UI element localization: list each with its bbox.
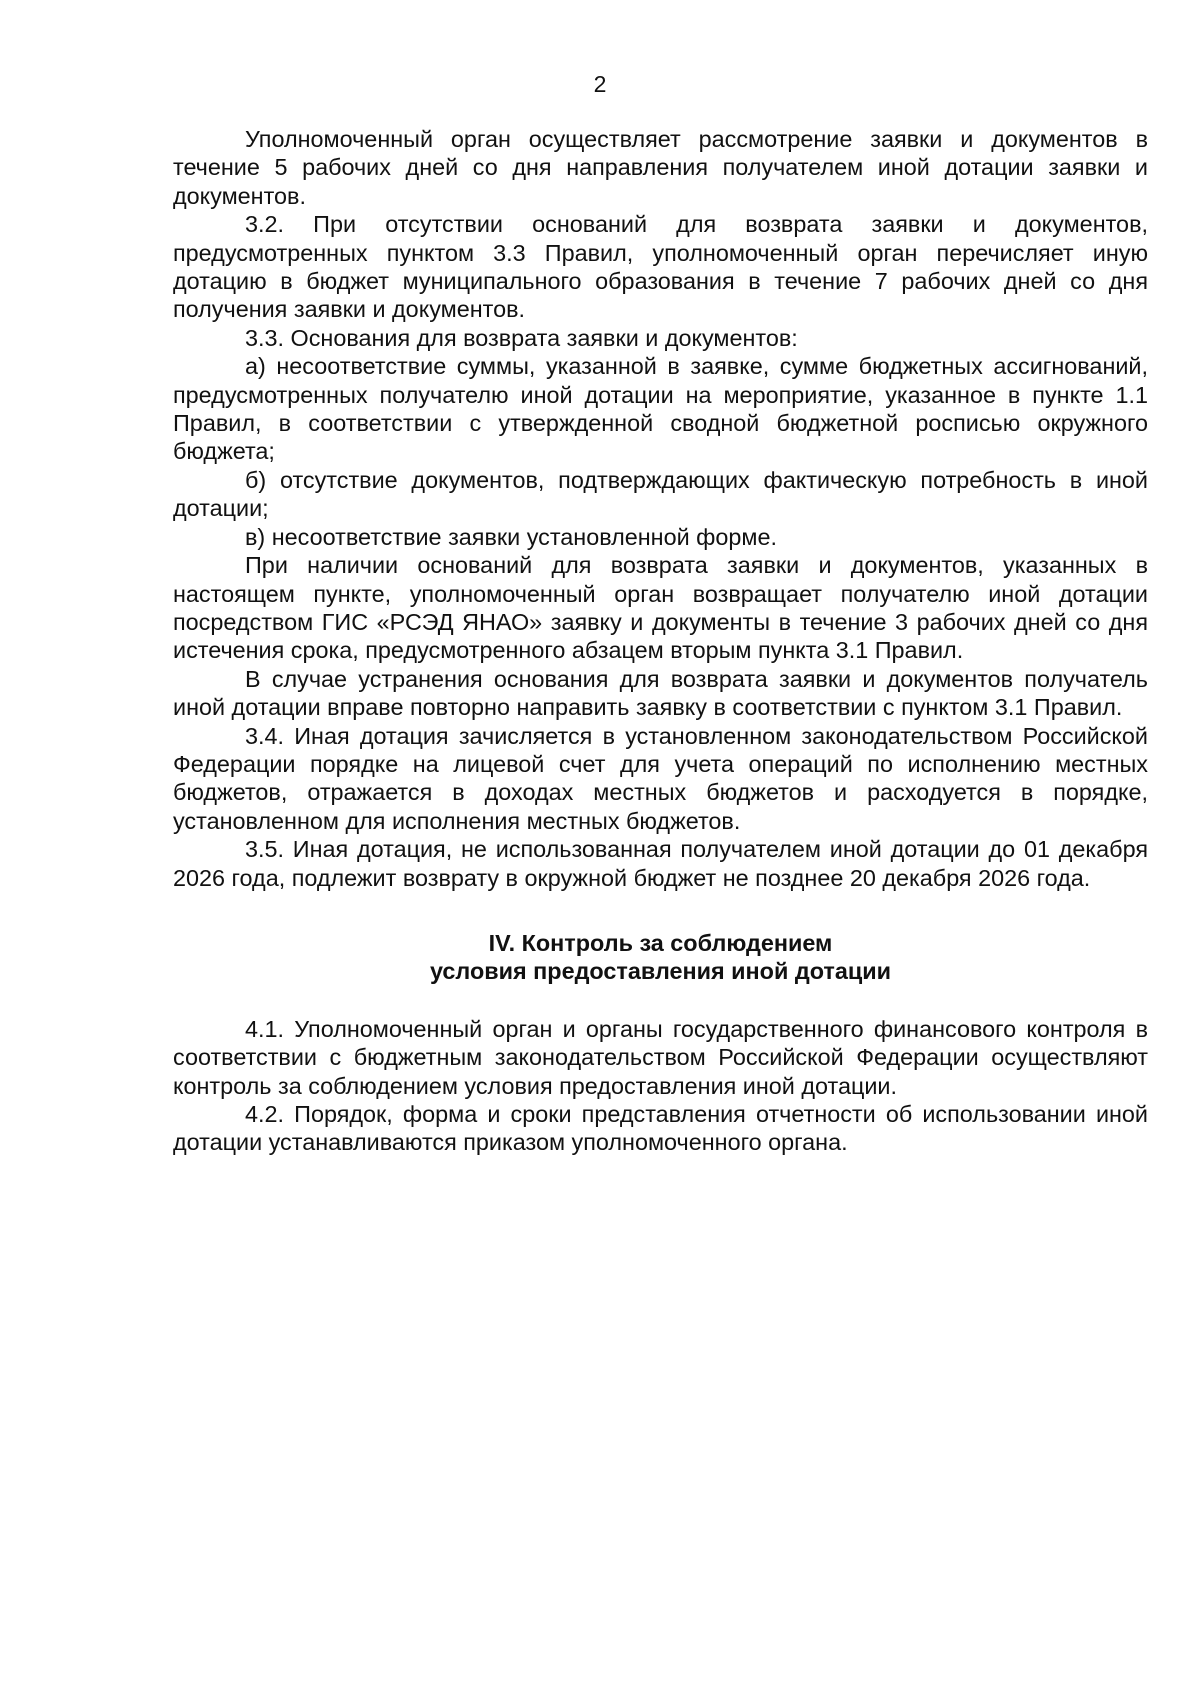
paragraph-3-5: 3.5. Иная дотация, не использованная получателем иной дотации до 01 декабря 2026 года, подлежит возврату в окружной бюджет не позднее 20 декабря 2026 года. (173, 836, 1148, 891)
paragraph-3-3: 3.3. Основания для возврата заявки и документов: (245, 324, 798, 351)
section-4-heading-line-1: IV. Контроль за соблюдением (488, 929, 833, 956)
page-number: 2 (593, 71, 607, 97)
paragraph-3-3-resubmission: В случае устранения основания для возврата заявки и документов получатель иной дотации вправе повторно направить заявку в соответствии с пунктом 3.1 Правил. (173, 665, 1148, 721)
paragraph-4-2: 4.2. Порядок, форма и сроки представления отчетности об использовании иной дотации устанавливаются приказом уполномоченного органа. (173, 1101, 1148, 1156)
paragraph-3-3-return-grounds: При наличии оснований для возврата заявки и документов, указанных в настоящем пункте, уполномоченный орган возвращает получателю иной дотации посредством ГИС «РСЭД ЯНАО» заявку и документы в течение 3 рабочих дней со дня истечения срока, предусмотренного абзацем вторым пункта 3.1 Правил. (173, 552, 1148, 664)
paragraph-3-3-v: в) несоответствие заявки установленной форме. (245, 523, 778, 550)
section-4-heading-line-2: условия предоставления иной дотации (429, 958, 892, 985)
section-4-heading (173, 929, 1148, 986)
paragraph-3-1-continuation: Уполномоченный орган осуществляет рассмотрение заявки и документов в течение 5 рабочих дней со дня направления получателем иной дотации заявки и документов. (173, 126, 1148, 209)
paragraph-3-3-b: б) отсутствие документов, подтверждающих фактическую потребность в иной дотации; (173, 466, 1148, 522)
document-body (173, 125, 1148, 1157)
paragraph-3-3-a: а) несоответствие суммы, указанной в заявке, сумме бюджетных ассигнований, предусмотренных получателю иной дотации на мероприятие, указанное в пункте 1.1 Правил, в соответствии с утвержденной сводной бюджетной росписью окружного бюджета; (173, 353, 1148, 465)
paragraph-3-4: 3.4. Иная дотация зачисляется в установленном законодательством Российской Федерации порядке на лицевой счет для учета операций по исполнению местных бюджетов, отражается в доходах местных бюджетов и расходуется в порядке, установленном для исполнения местных бюджетов. (173, 722, 1148, 834)
paragraph-4-1: 4.1. Уполномоченный орган и органы государственного финансового контроля в соответствии с бюджетным законодательством Российской Федерации осуществляют контроль за соблюдением условия предоставления иной дотации. (173, 1015, 1148, 1099)
paragraph-3-2: 3.2. При отсутствии оснований для возврата заявки и документов, предусмотренных пунктом 3.3 Правил, уполномоченный орган перечисляет иную дотацию в бюджет муниципального образования в течение 7 рабочих дней со дня получения заявки и документов. (173, 211, 1148, 323)
